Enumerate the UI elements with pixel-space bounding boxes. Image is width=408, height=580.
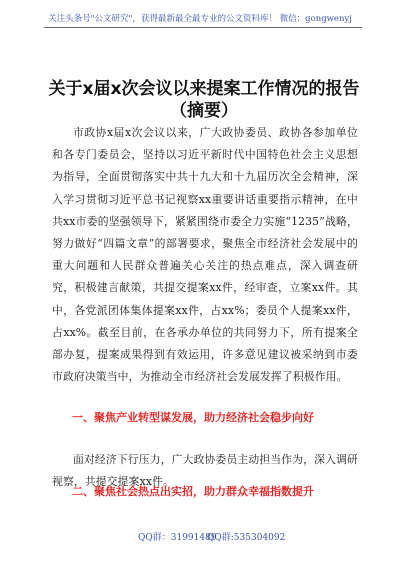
header-banner: 关注头条号"公文研究"，获得最新最全最专业的公文资料库！ 微信：gongwenyj — [48, 14, 352, 24]
body-paragraph-2: 面对经济下行压力，广大政协委员主动担当作为，深入调研视察，共提交提案xx件。 — [52, 453, 358, 489]
section-heading-1: 一、聚焦产业转型谋发展，助力经济社会稳步向好 — [72, 411, 314, 424]
document-subtitle: （摘要） — [170, 101, 238, 121]
footer-qq-group-1: QQ群：31991489 — [138, 533, 217, 543]
header-divider — [44, 27, 362, 28]
section-heading-2: 二、聚焦社会热点出实招，助力群众幸福指数提升 — [72, 485, 314, 498]
body-paragraph-1: 市政协x届x次会议以来，广大政协委员、政协各参加单位和各专门委员会，坚持以习近平新时代中国特色社会主义思想为指导，全面贯彻落实中共十九大和十九届历次全会精神，深入学习贯彻习近平总书记视察xx重要讲话重要指示精神，在中共xx市委的坚强领导下，紧紧围绕市委全力实施“1235”战略，努力做好“四篇文章”的部署要求，聚焦全市经济社会发展中的重大问题和人民群众普遍关心关注的热点难点，深入调查研究，积极建言献策，共提交提案xx件，经审查，立案xx件。其中，各党派团体集体提案xx件，占xx%；委员个人提案xx件，占xx%。截至目前，在各承办单位的共同努力下，所有提案全部办复，提案成果得到有效运用，许多意见建议被采纳到市委市政府决策当中，为推动全市经济社会发展发挥了积极作用。 — [52, 126, 358, 384]
footer-qq-group-2: QQ群:535304092 — [207, 533, 286, 543]
document-title: 关于x届x次会议以来提案工作情况的报告 — [48, 79, 360, 99]
